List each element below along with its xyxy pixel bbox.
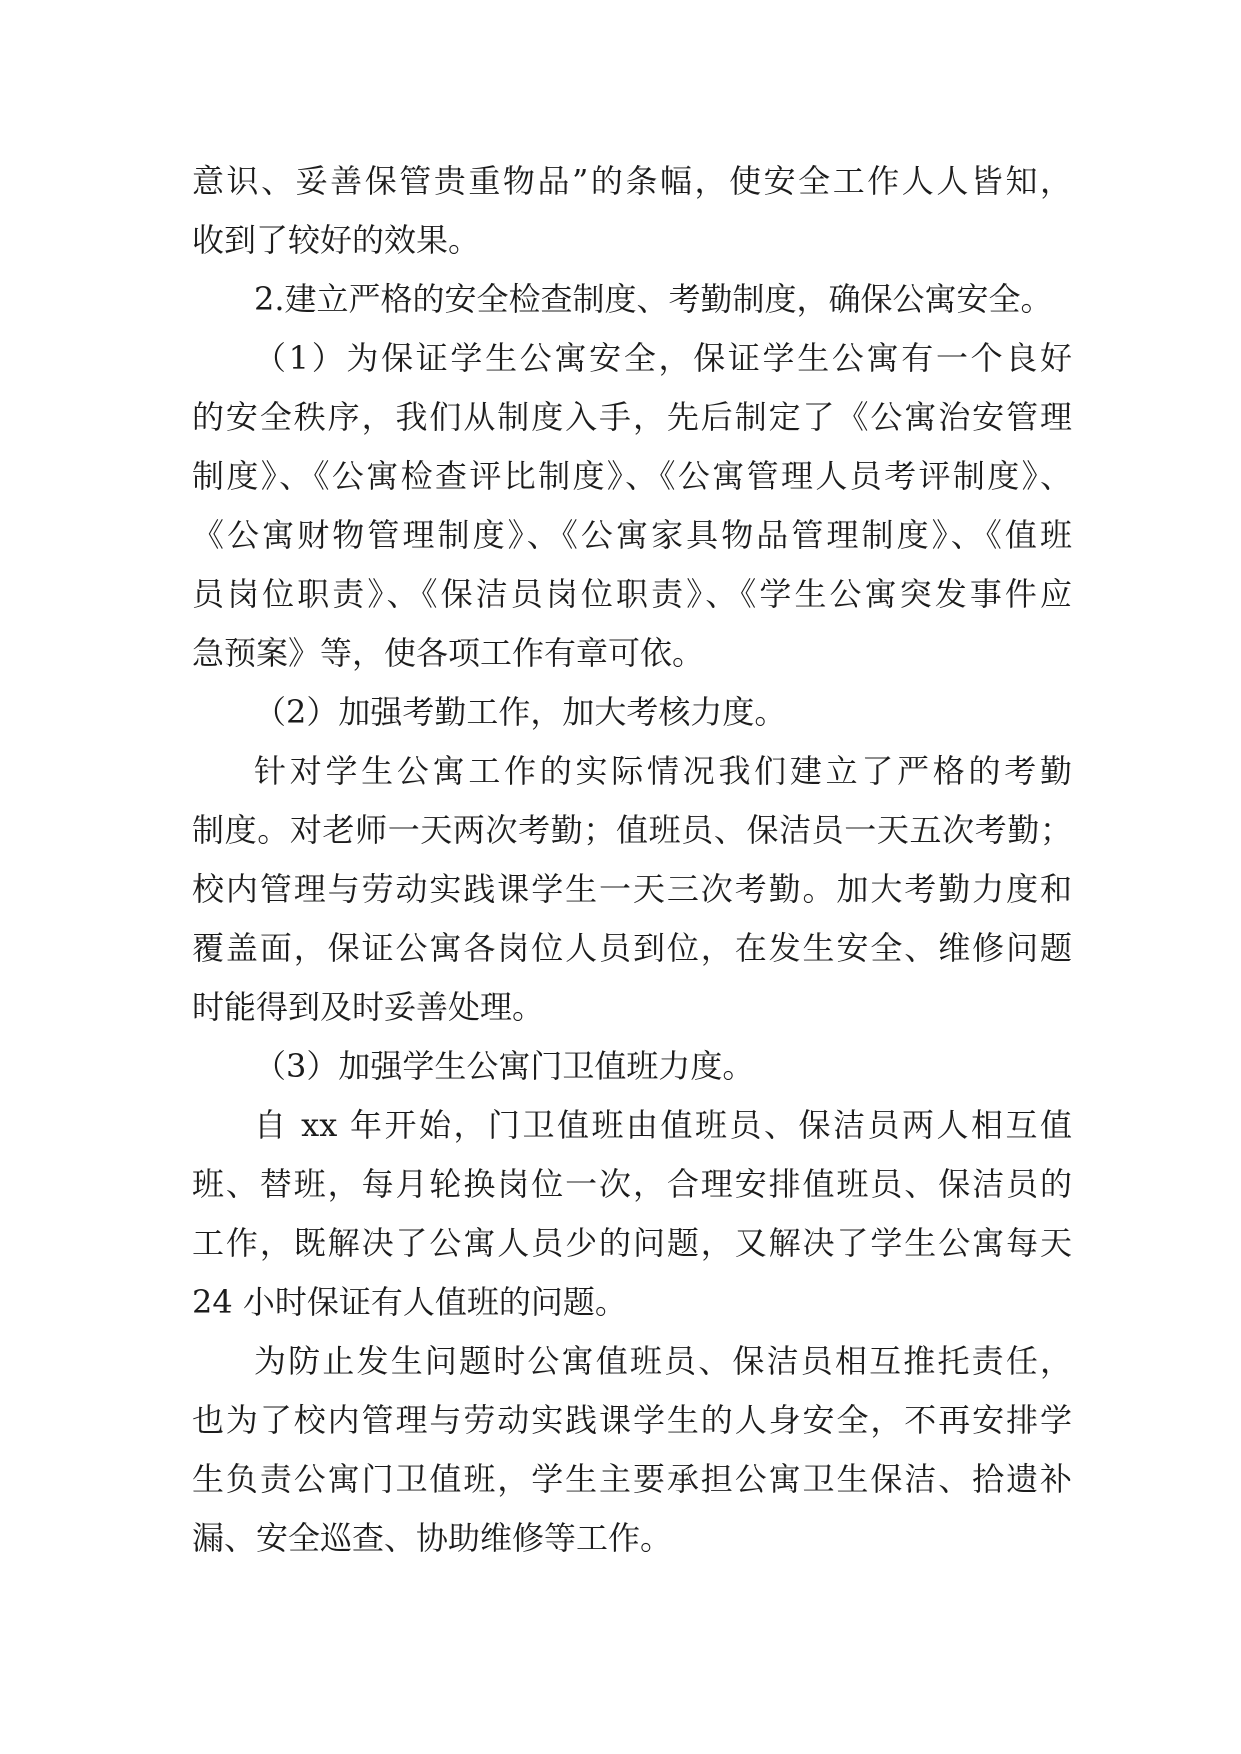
text-line: 收到了较好的效果。: [192, 221, 481, 259]
text-line: 的安全秩序，我们从制度入手，先后制定了《公寓治安管理: [192, 398, 1072, 436]
subsection-heading: （2）加强考勤工作，加大考核力度。: [254, 693, 787, 731]
text-line: 针对学生公寓工作的实际情况我们建立了严格的考勤: [254, 752, 1072, 790]
text-line: 意识、妥善保管贵重物品”的条幅，使安全工作人人皆知，: [192, 162, 1072, 200]
text-line: 24 小时保证有人值班的问题。: [192, 1283, 627, 1321]
subsection-heading: （3）加强学生公寓门卫值班力度。: [254, 1047, 755, 1085]
section-heading: 2.建立严格的安全检查制度、考勤制度，确保公寓安全。: [254, 280, 1053, 318]
text-line: 覆盖面，保证公寓各岗位人员到位，在发生安全、维修问题: [192, 929, 1072, 967]
text-line: 急预案》等，使各项工作有章可依。: [192, 634, 705, 672]
text-line: 《公寓财物管理制度》、《公寓家具物品管理制度》、《值班: [192, 516, 1072, 554]
text-line: 时能得到及时妥善处理。: [192, 988, 545, 1026]
text-line: 班、替班，每月轮换岗位一次，合理安排值班员、保洁员的: [192, 1165, 1072, 1203]
text-line: 校内管理与劳动实践课学生一天三次考勤。加大考勤力度和: [192, 870, 1072, 908]
text-line: 也为了校内管理与劳动实践课学生的人身安全，不再安排学: [192, 1401, 1072, 1439]
text-line: 为防止发生问题时公寓值班员、保洁员相互推托责任，: [254, 1342, 1072, 1380]
text-line: 漏、安全巡查、协助维修等工作。: [192, 1519, 673, 1557]
text-line: 生负责公寓门卫值班，学生主要承担公寓卫生保洁、拾遗补: [192, 1460, 1072, 1498]
text-line: 自 xx 年开始，门卫值班由值班员、保洁员两人相互值: [254, 1106, 1072, 1144]
text-line: 制度》、《公寓检查评比制度》、《公寓管理人员考评制度》、: [192, 457, 1072, 495]
text-line: （1）为保证学生公寓安全，保证学生公寓有一个良好: [254, 339, 1072, 377]
text-line: 制度。对老师一天两次考勤；值班员、保洁员一天五次考勤；: [192, 811, 1072, 849]
text-line: 员岗位职责》、《保洁员岗位职责》、《学生公寓突发事件应: [192, 575, 1072, 613]
text-line: 工作，既解决了公寓人员少的问题，又解决了学生公寓每天: [192, 1224, 1072, 1262]
